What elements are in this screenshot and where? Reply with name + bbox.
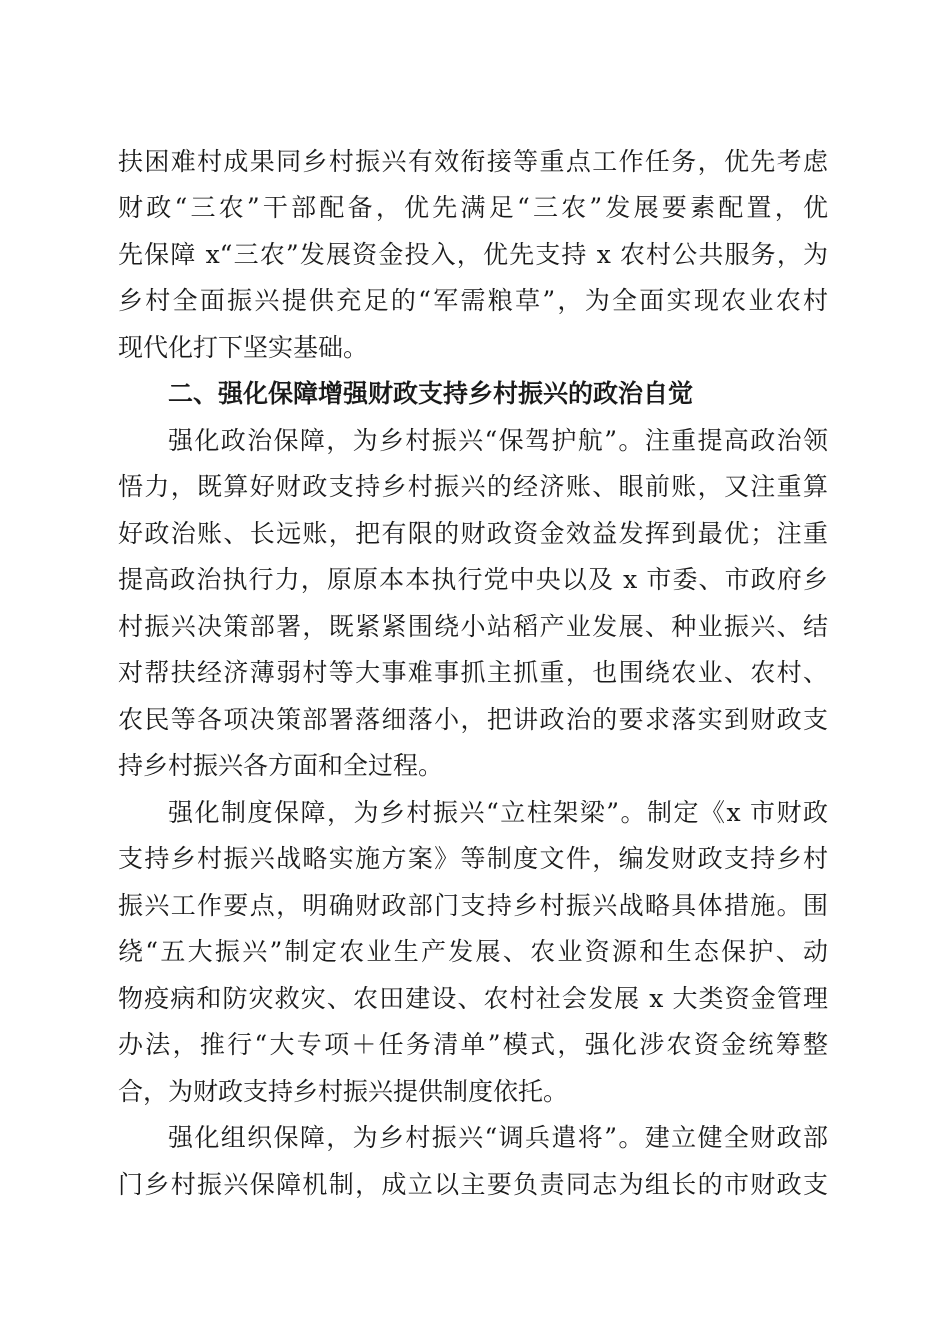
- paragraph-2-line-8: 持乡村振兴各方面和全过程。: [118, 751, 444, 780]
- paragraph-2-line-5: 村振兴决策部署，既紧紧围绕小站稻产业发展、种业振兴、结: [118, 612, 828, 641]
- paragraph-2-line-3: 好政治账、长远账，把有限的财政资金效益发挥到最优；注重: [118, 519, 828, 548]
- paragraph-2-line-2: 悟力，既算好财政支持乡村振兴的经济账、眼前账，又注重算: [118, 472, 828, 501]
- paragraph-2-line-1: 强化政治保障，为乡村振兴“保驾护航”。注重提高政治领: [168, 426, 828, 455]
- paragraph-4-line-2: 门乡村振兴保障机制，成立以主要负责同志为组长的市财政支: [118, 1170, 828, 1199]
- paragraph-1-line-5: 现代化打下坚实基础。: [118, 333, 369, 362]
- paragraph-3-line-6: 办法，推行“大专项＋任务清单”模式，强化涉农资金统筹整: [118, 1030, 828, 1059]
- paragraph-2-line-6: 对帮扶经济薄弱村等大事难事抓主抓重，也围绕农业、农村、: [118, 658, 828, 687]
- paragraph-4-line-1: 强化组织保障，为乡村振兴“调兵遣将”。建立健全财政部: [168, 1123, 828, 1152]
- paragraph-3-line-4: 绕“五大振兴”制定农业生产发展、农业资源和生态保护、动: [118, 937, 828, 966]
- paragraph-3-line-2: 支持乡村振兴战略实施方案》等制度文件，编发财政支持乡村: [118, 844, 828, 873]
- paragraph-2-line-7: 农民等各项决策部署落细落小，把讲政治的要求落实到财政支: [118, 705, 828, 734]
- paragraph-1-line-3: 先保障 x“三农”发展资金投入，优先支持 x 农村公共服务，为: [118, 240, 828, 269]
- paragraph-3-line-3: 振兴工作要点，明确财政部门支持乡村振兴战略具体措施。围: [118, 891, 828, 920]
- paragraph-1-line-1: 扶困难村成果同乡村振兴有效衔接等重点工作任务，优先考虑: [118, 147, 828, 176]
- paragraph-3-line-5: 物疫病和防灾救灾、农田建设、农村社会发展 x 大类资金管理: [118, 984, 828, 1013]
- paragraph-1-line-4: 乡村全面振兴提供充足的“军需粮草”，为全面实现农业农村: [118, 286, 828, 315]
- paragraph-3-line-7: 合，为财政支持乡村振兴提供制度依托。: [118, 1077, 569, 1106]
- section-heading: 二、强化保障增强财政支持乡村振兴的政治自觉: [168, 379, 694, 408]
- paragraph-1-line-2: 财政“三农”干部配备，优先满足“三农”发展要素配置，优: [118, 193, 828, 222]
- paragraph-3-line-1: 强化制度保障，为乡村振兴“立柱架梁”。制定《x 市财政: [168, 798, 828, 827]
- paragraph-2-line-4: 提高政治执行力，原原本本执行党中央以及 x 市委、市政府乡: [118, 565, 828, 594]
